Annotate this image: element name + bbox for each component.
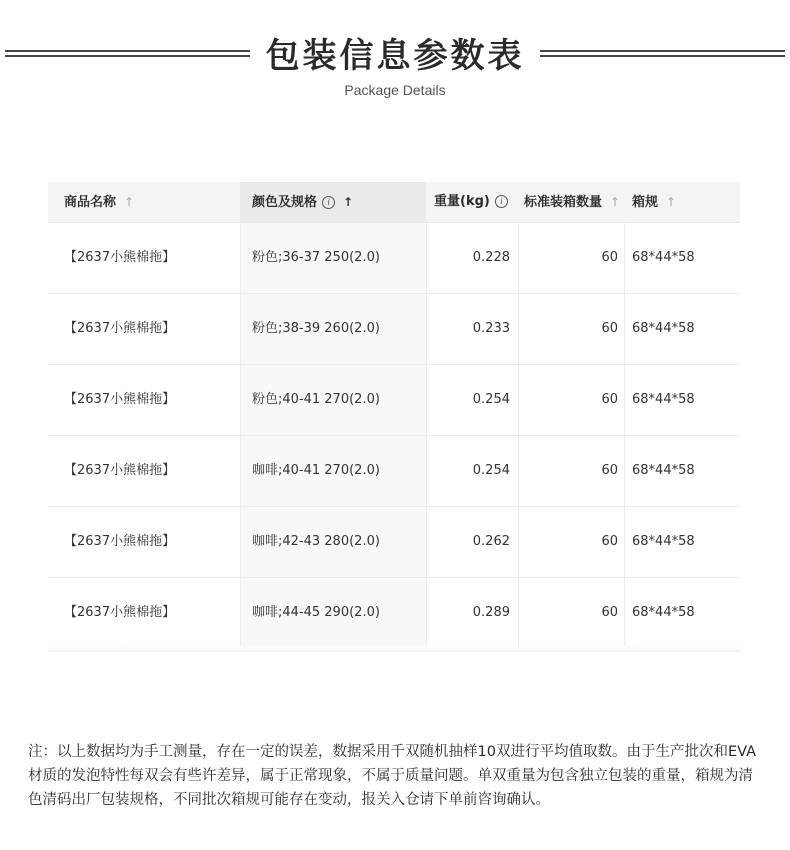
cell-qty: 60	[601, 321, 618, 336]
cell-spec: 粉色;38-39 260(2.0)	[252, 321, 380, 336]
cell-name: 【2637小熊棉拖】	[64, 321, 176, 336]
column-header-weight[interactable]	[426, 182, 518, 222]
column-header-label: 颜色及规格	[252, 195, 318, 210]
column-header-box[interactable]	[624, 182, 740, 222]
cell-spec: 咖啡;44-45 290(2.0)	[252, 605, 380, 620]
cell-spec: 粉色;40-41 270(2.0)	[252, 392, 380, 407]
cell-box: 68*44*58	[632, 463, 695, 478]
cell-box: 68*44*58	[632, 250, 695, 265]
column-header-label: 标准装箱数量	[524, 195, 603, 210]
footnote: 注：以上数据均为手工测量，存在一定的误差，数据采用千双随机抽样10双进行平均值取数。由于生产批次和EVA材质的发泡特性每双会有些许差异，属于正常现象，不属于质量问题。单双重量为包含独立包装的重量，箱规为清色清码出厂包装规格，不同批次箱规可能存在变动，报关入仓请下单前咨询确认。	[28, 744, 757, 808]
cell-spec: 粉色;36-37 250(2.0)	[252, 250, 380, 265]
cell-qty: 60	[601, 250, 618, 265]
sort-arrow-icon[interactable]: ↑	[343, 195, 354, 209]
cell-qty: 60	[601, 463, 618, 478]
cell-qty: 60	[601, 605, 618, 620]
cell-qty: 60	[601, 534, 618, 549]
cell-name: 【2637小熊棉拖】	[64, 392, 176, 407]
column-header-label: 重量(kg)	[434, 194, 490, 209]
info-icon[interactable]: i	[322, 196, 335, 209]
page-title: 包装信息参数表	[265, 36, 525, 76]
column-header-label: 商品名称	[64, 195, 117, 210]
table-row	[48, 577, 740, 649]
cell-box: 68*44*58	[632, 392, 695, 407]
table-row	[48, 506, 740, 578]
column-header-spec[interactable]	[240, 182, 426, 222]
cell-name: 【2637小熊棉拖】	[64, 250, 176, 265]
sort-arrow-icon[interactable]: ↑	[124, 195, 135, 209]
table-row	[48, 293, 740, 365]
cell-box: 68*44*58	[632, 534, 695, 549]
cell-weight: 0.254	[472, 463, 510, 478]
cell-weight: 0.254	[472, 392, 510, 407]
cell-qty: 60	[601, 392, 618, 407]
cell-box: 68*44*58	[632, 605, 695, 620]
sort-arrow-icon[interactable]: ↑	[666, 195, 677, 209]
cell-weight: 0.233	[472, 321, 510, 336]
page-subtitle: Package Details	[344, 82, 446, 98]
cell-name: 【2637小熊棉拖】	[64, 534, 176, 549]
column-header-qty[interactable]	[518, 182, 624, 222]
cell-weight: 0.289	[472, 605, 510, 620]
cell-spec: 咖啡;42-43 280(2.0)	[252, 534, 380, 549]
cell-weight: 0.228	[472, 250, 510, 265]
cell-name: 【2637小熊棉拖】	[64, 605, 176, 620]
table-header	[48, 182, 740, 223]
info-icon[interactable]: i	[495, 195, 508, 208]
column-header-name[interactable]	[48, 182, 240, 222]
column-header-label: 箱规	[632, 195, 659, 210]
sort-arrow-icon[interactable]: ↑	[610, 195, 621, 209]
cell-box: 68*44*58	[632, 321, 695, 336]
table-row	[48, 222, 740, 294]
table-row	[48, 364, 740, 436]
cell-name: 【2637小熊棉拖】	[64, 463, 176, 478]
package-table	[48, 182, 740, 652]
table-row	[48, 435, 740, 507]
cell-spec: 咖啡;40-41 270(2.0)	[252, 463, 380, 478]
cell-weight: 0.262	[472, 534, 510, 549]
